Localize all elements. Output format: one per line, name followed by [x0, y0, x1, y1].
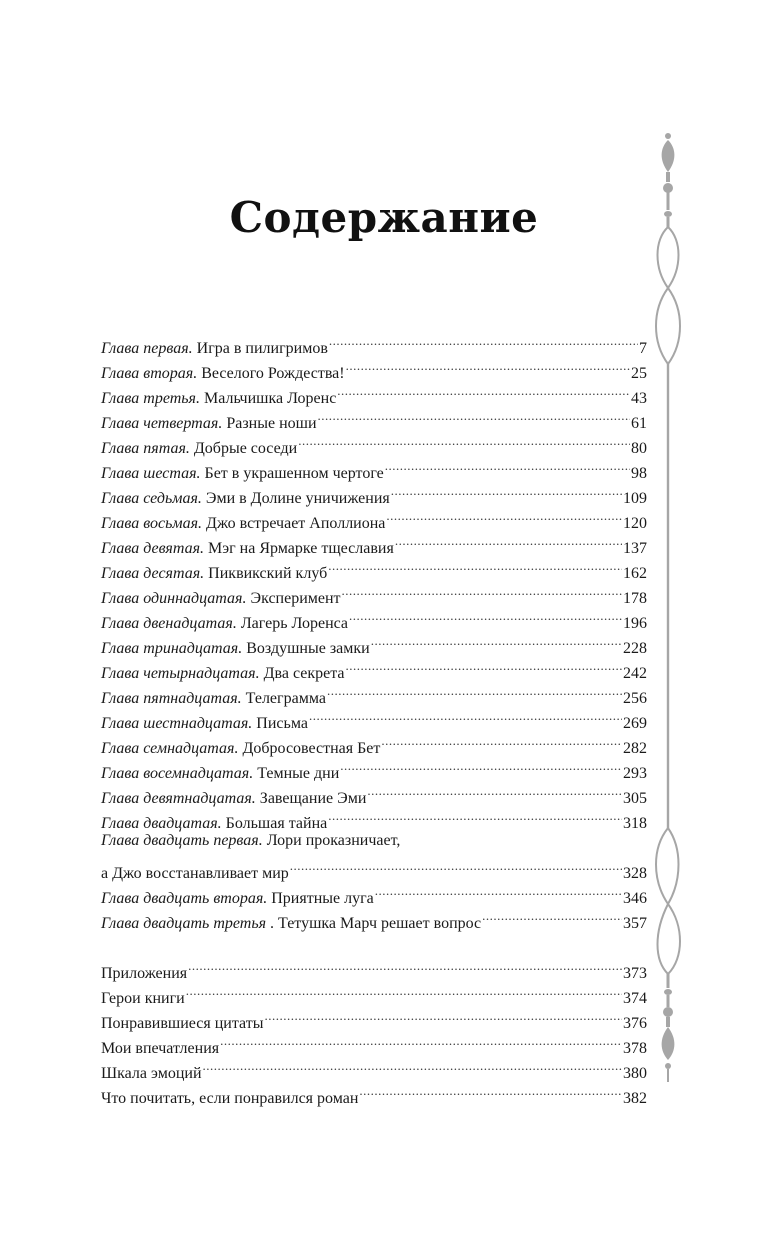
page-number: 346: [623, 890, 647, 907]
chapter-title: Темные дни: [253, 765, 340, 782]
toc-entry-label: [101, 736, 380, 761]
dot-leader: [290, 853, 622, 878]
page-number: 43: [631, 390, 647, 407]
chapter-title: Приятные луга: [267, 890, 374, 907]
chapter-prefix: Глава двадцатая.: [101, 815, 222, 832]
dot-leader: [482, 903, 622, 928]
chapter-title: Разные ноши: [222, 415, 317, 432]
chapter-prefix: Глава двадцать вторая.: [101, 890, 268, 907]
chapter-title: Воздушные замки: [242, 640, 370, 657]
page-number: 137: [623, 540, 647, 557]
toc-entry-label: [101, 661, 345, 686]
chapter-title: Эксперимент: [246, 590, 341, 607]
chapter-prefix: Глава семнадцатая.: [101, 740, 239, 757]
dot-leader: [328, 803, 622, 828]
dot-leader: [329, 328, 638, 353]
chapter-prefix: Глава шестнадцатая.: [101, 715, 253, 732]
toc-entry-label: [101, 436, 297, 461]
toc-entry-label: [101, 711, 308, 736]
toc-entry-appendix[interactable]: [101, 953, 647, 982]
chapter-title: Большая тайна: [221, 815, 328, 832]
chapter-prefix: Глава четвертая.: [101, 415, 223, 432]
toc-entry-label: [101, 686, 326, 711]
chapter-title: Что почитать, если понравился роман: [101, 1090, 359, 1107]
page-number: 357: [623, 915, 647, 932]
chapter-prefix: Глава двадцать третья: [101, 915, 267, 932]
chapter-prefix: Глава третья.: [101, 390, 200, 407]
chapter-prefix: Глава тринадцатая.: [101, 640, 243, 657]
chapter-prefix: Глава двадцать первая.: [101, 832, 263, 849]
chapter-title: Герои книги: [101, 990, 185, 1007]
chapter-prefix: Глава одиннадцатая.: [101, 590, 247, 607]
dot-leader: [328, 553, 622, 578]
chapter-title: Понравившиеся цитаты: [101, 1015, 264, 1032]
page-number: 328: [623, 865, 647, 882]
chapter-title: Добрые соседи: [189, 440, 298, 457]
dot-leader: [367, 778, 622, 803]
toc-entry-label: [101, 361, 345, 386]
dot-leader: [188, 953, 622, 978]
page-number: 120: [623, 515, 647, 532]
page-number: 25: [631, 365, 647, 382]
dot-leader: [342, 578, 622, 603]
page-number: 374: [623, 990, 647, 1007]
page-number: 256: [623, 690, 647, 707]
dot-leader: [371, 628, 622, 653]
dot-leader: [340, 753, 622, 778]
toc-entry-label: [101, 511, 385, 536]
chapter-prefix: Глава восемнадцатая.: [101, 765, 254, 782]
toc-entry-label: [101, 336, 328, 361]
dot-leader: [346, 353, 630, 378]
dot-leader: [337, 378, 630, 403]
dot-leader: [186, 978, 622, 1003]
chapter-prefix: Глава первая.: [101, 340, 193, 357]
dot-leader: [346, 653, 622, 678]
chapter-prefix: Глава четырнадцатая.: [101, 665, 260, 682]
page-number: 380: [623, 1065, 647, 1082]
table-of-contents: [101, 328, 647, 1107]
chapter-title: Мои впечатления: [101, 1040, 220, 1057]
page-number: 98: [631, 465, 647, 482]
chapter-prefix: Глава вторая.: [101, 365, 198, 382]
chapter-title: Шкала эмоций: [101, 1065, 202, 1082]
page-number: 373: [623, 965, 647, 982]
toc-entry-label: [101, 411, 317, 436]
page-number: 242: [623, 665, 647, 682]
dot-leader: [381, 728, 622, 753]
dot-leader: [298, 428, 630, 453]
chapter-title: Джо встречает Аполлиона: [202, 515, 386, 532]
chapter-prefix: Глава двенадцатая.: [101, 615, 237, 632]
chapter-title: Добросовестная Бет: [238, 740, 381, 757]
page-number: 305: [623, 790, 647, 807]
chapter-prefix: Глава пятая.: [101, 440, 190, 457]
chapter-title: Телеграмма: [241, 690, 326, 707]
dot-leader: [395, 528, 622, 553]
chapter-title: Лори проказничает,: [262, 832, 401, 849]
chapter-title: Мэг на Ярмарке тщеславия: [204, 540, 394, 557]
chapter-prefix: Глава седьмая.: [101, 490, 202, 507]
chapter-prefix: Глава шестая.: [101, 465, 201, 482]
chapter-title: Завещание Эми: [255, 790, 367, 807]
dot-leader: [349, 603, 622, 628]
chapter-title: Лагерь Лоренса: [236, 615, 349, 632]
toc-entry-label: [101, 1061, 202, 1086]
dot-leader: [391, 478, 622, 503]
page-number: 376: [623, 1015, 647, 1032]
appendix-list: [101, 953, 647, 1107]
toc-entry-chapter-21-line1[interactable]: [101, 828, 647, 853]
chapter-title: Пиквикский клуб: [204, 565, 328, 582]
chapter-title: Эми в Долине уничижения: [201, 490, 390, 507]
dot-leader: [203, 1053, 622, 1078]
toc-entry-label: [101, 961, 187, 986]
chapter-title: Бет в украшенном чертоге: [200, 465, 384, 482]
toc-entry-label: [101, 986, 185, 1011]
chapter-title: Игра в пилигримов: [192, 340, 328, 357]
page-number: 80: [631, 440, 647, 457]
toc-entry-label: [101, 611, 348, 636]
chapter-prefix: Глава девятая.: [101, 540, 205, 557]
dot-leader: [375, 878, 622, 903]
page-number: 178: [623, 590, 647, 607]
chapter-title: Мальчишка Лоренс: [199, 390, 337, 407]
page-number: 318: [623, 815, 647, 832]
page-number: 162: [623, 565, 647, 582]
decorative-ornament-icon: [640, 128, 696, 1088]
page-number: 378: [623, 1040, 647, 1057]
chapter-list-tail: [101, 878, 647, 932]
chapter-prefix: Глава пятнадцатая.: [101, 690, 242, 707]
toc-entry-label: [101, 636, 370, 661]
toc-entry-chapter-21-line2[interactable]: [101, 853, 647, 882]
chapter-title: Веселого Рождества!: [197, 365, 345, 382]
toc-entry-label: [101, 486, 390, 511]
dot-leader: [264, 1003, 622, 1028]
toc-entry-label: [101, 761, 339, 786]
page-number: 61: [631, 415, 647, 432]
chapter-title: Два секрета: [259, 665, 345, 682]
toc-entry-label: [101, 561, 327, 586]
chapter-title: . Тетушка Марч решает вопрос: [266, 915, 482, 932]
toc-entry-label: [101, 386, 336, 411]
chapter-list: [101, 328, 647, 832]
toc-entry-label: [101, 461, 384, 486]
toc-entry-label: [101, 911, 481, 936]
toc-entry-label: [101, 586, 341, 611]
toc-entry-chapter[interactable]: [101, 328, 647, 357]
toc-entry-label: [101, 828, 400, 853]
chapter-title: Приложения: [101, 965, 188, 982]
dot-leader: [318, 403, 630, 428]
chapter-title: Письма: [252, 715, 308, 732]
toc-entry-label: [101, 1086, 358, 1111]
toc-entry-label: [101, 786, 366, 811]
chapter-prefix: Глава восьмая.: [101, 515, 203, 532]
page-number: 382: [623, 1090, 647, 1107]
page-number: 269: [623, 715, 647, 732]
dot-leader: [385, 453, 630, 478]
page-number: 228: [623, 640, 647, 657]
toc-entry-label: [101, 1036, 219, 1061]
page-title: Содержание: [229, 193, 539, 242]
chapter-prefix: Глава десятая.: [101, 565, 205, 582]
page-number: 7: [639, 340, 647, 357]
toc-entry-label: [101, 886, 374, 911]
dot-leader: [327, 678, 622, 703]
page-number: 293: [623, 765, 647, 782]
dot-leader: [386, 503, 622, 528]
dot-leader: [309, 703, 622, 728]
dot-leader: [359, 1078, 622, 1103]
chapter-prefix: Глава девятнадцатая.: [101, 790, 256, 807]
page-number: 109: [623, 490, 647, 507]
chapter-title-continued: а Джо восстанавливает мир: [101, 865, 289, 882]
page-number: 196: [623, 615, 647, 632]
dot-leader: [220, 1028, 622, 1053]
page-number: 282: [623, 740, 647, 757]
